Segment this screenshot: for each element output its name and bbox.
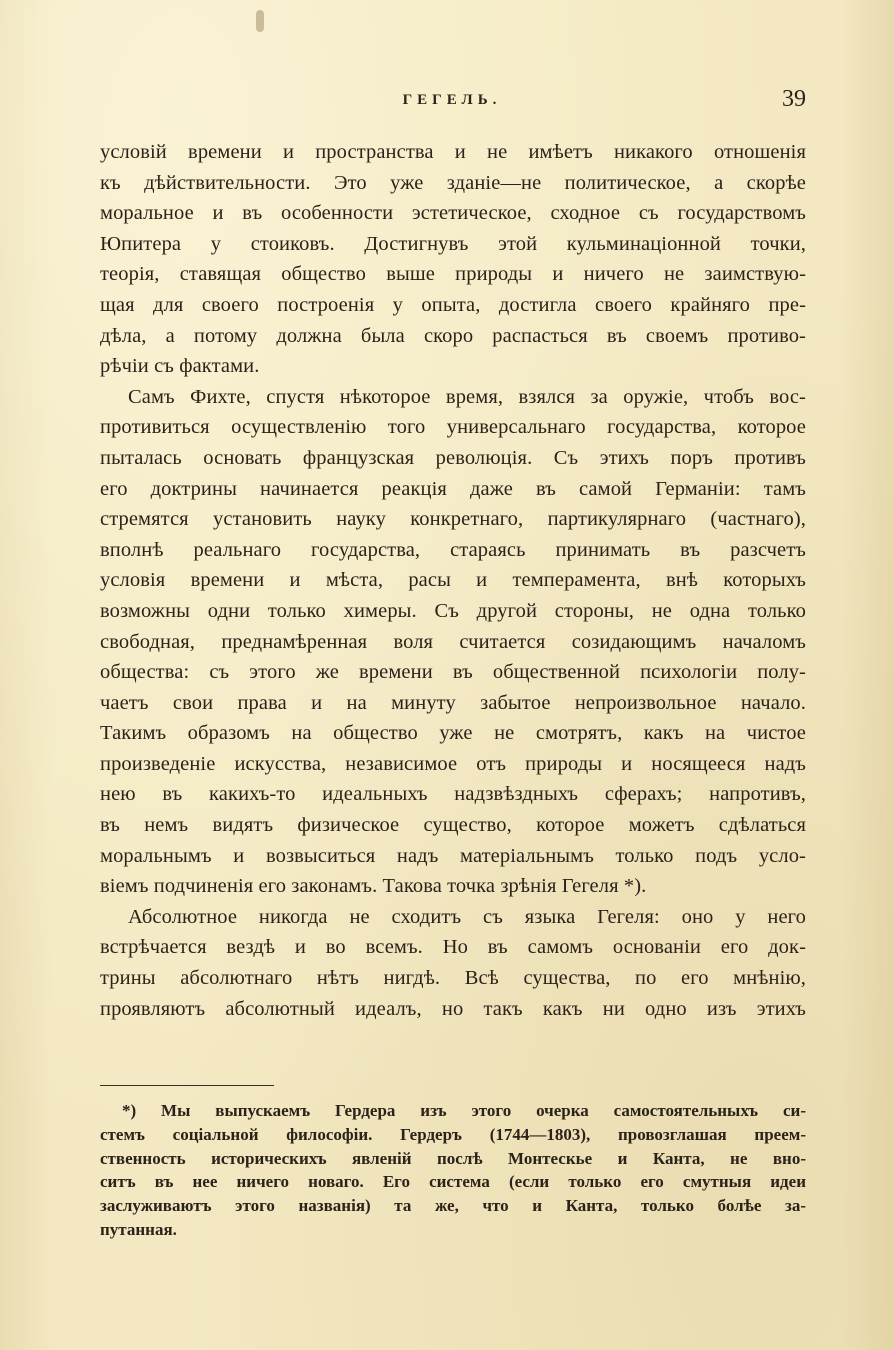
text-line: щая для своего построенія у опыта, достигла своего крайняго пре- (100, 293, 806, 316)
text-line: его доктрины начинается реакція даже въ самой Германіи: тамъ (100, 477, 806, 500)
footnote-divider (100, 1085, 274, 1086)
text-line: моральнымъ и возвыситься надъ матеріальнымъ только подъ усло- (100, 844, 806, 867)
footnote (100, 1099, 806, 1242)
text-line: къ дѣйствительности. Это уже зданіе—не политическое, а скорѣе (100, 171, 806, 194)
paper-stain (256, 10, 264, 32)
text-line: чаетъ свои права и на минуту забытое непроизвольное начало. (100, 691, 806, 714)
text-line: Абсолютное никогда не сходитъ съ языка Гегеля: оно у него (128, 905, 806, 928)
text-line: моральное и въ особенности эстетическое, сходное съ государствомъ (100, 202, 806, 225)
text-line: въ немъ видятъ физическое существо, которое можетъ сдѣлаться (100, 814, 806, 837)
text-line: Самъ Фихте, спустя нѣкоторое время, взялся за оружіе, чтобъ вос- (128, 385, 806, 408)
page-number: 39 (782, 86, 806, 112)
text-line: возможны одни только химеры. Съ другой стороны, не одна только (100, 599, 806, 622)
text-line: пыталась основать французская революція. Съ этихъ поръ противъ (100, 446, 806, 469)
text-line: противиться осуществленію того универсальнаго государства, которое (100, 416, 806, 439)
text-line: стремятся установить науку конкретнаго, партикулярнаго (частнаго), (100, 508, 806, 531)
text-line: условій времени и пространства и не имѣетъ никакого отношенія (100, 141, 806, 163)
text-line: нею въ какихъ-то идеальныхъ надзвѣздныхъ сферахъ; напротивъ, (100, 783, 806, 806)
text-line: проявляютъ абсолютный идеалъ, но такъ какъ ни одно изъ этихъ (100, 997, 806, 1020)
text-line: вполнѣ реальнаго государства, стараясь принимать въ разсчетъ (100, 538, 806, 561)
text-line: свободная, преднамѣренная воля считается созидающимъ началомъ (100, 630, 806, 653)
text-line: трины абсолютнаго нѣтъ нигдѣ. Всѣ существа, по его мнѣнію, (100, 967, 806, 990)
text-line: віемъ подчиненія его законамъ. Такова точка зрѣнія Гегеля *). (100, 875, 647, 898)
text-line: дѣла, а потому должна была скоро распасться въ своемъ противо- (100, 324, 806, 347)
text-line: теорія, ставящая общество выше природы и ничего не заимствую- (100, 263, 806, 286)
footnote-line: стемъ соціальной философіи. Гердеръ (1744—1803), провозглашая преем- (100, 1124, 806, 1144)
text-line: произведеніе искусства, независимое отъ природы и носящееся надъ (100, 752, 806, 775)
footnote-line: заслуживаютъ этого названія) та же, что и Канта, только болѣе за- (100, 1196, 806, 1216)
text-line: Такимъ образомъ на общество уже не смотрятъ, какъ на чистое (100, 722, 806, 745)
page-header (98, 86, 806, 118)
text-line: общества: съ этого же времени въ общественной психологіи полу- (100, 661, 806, 684)
footnote-line: путанная. (100, 1219, 177, 1239)
text-line: рѣчіи съ фактами. (100, 355, 260, 378)
text-line: Юпитера у стоиковъ. Достигнувъ этой кульминаціонной точки, (100, 232, 806, 255)
footnote-line: *) Мы выпускаемъ Гердера изъ этого очерка самостоятельныхъ си- (122, 1101, 806, 1120)
text-line: условія времени и мѣста, расы и темперамента, внѣ которыхъ (100, 569, 806, 592)
footnote-line: ственность историческихъ явленій послѣ Монтескье и Канта, не вно- (100, 1148, 806, 1168)
footnote-line: ситъ въ нее ничего новаго. Его система (если только его смутныя идеи (100, 1172, 806, 1192)
text-line: встрѣчается вездѣ и во всемъ. Но въ самомъ основаніи его док- (100, 936, 806, 959)
running-title: ГЕГЕЛЬ. (402, 92, 502, 108)
body-text (100, 137, 806, 1024)
